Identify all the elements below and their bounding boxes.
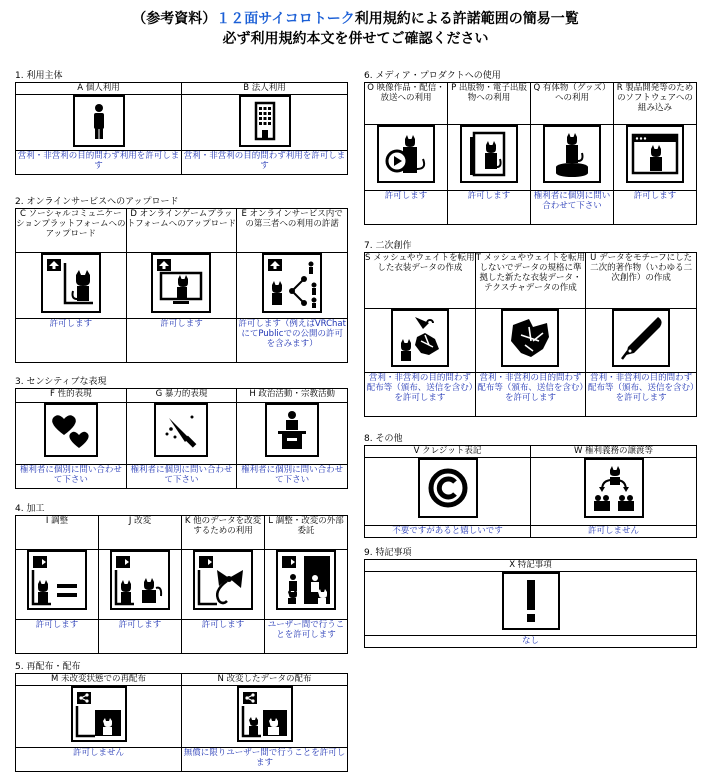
item-header: Q 有体物（グッズ）への利用 <box>531 83 614 125</box>
share-people-icon <box>262 253 322 313</box>
item-answer: 許可します <box>448 191 531 225</box>
book-icon <box>460 125 518 183</box>
item-header: L 調整・改変の外部委託 <box>265 516 348 550</box>
adjust-icon <box>27 550 87 610</box>
section-redistribution <box>15 661 348 772</box>
section-title: 4. 加工 <box>15 504 45 514</box>
item-answer: 無償に限りユーザー間で行うことを許可します <box>182 748 348 772</box>
section-online-upload <box>15 196 348 363</box>
building-icon <box>239 95 291 147</box>
item-header: W 権利義務の譲渡等 <box>531 446 697 458</box>
podium-icon <box>265 403 319 457</box>
upload-monitor-icon <box>151 253 211 313</box>
page-subtitle: 必ず利用規約本文を併せてご確認ください <box>222 31 489 47</box>
item-answer: 権利者に個別に問い合わせて下さい <box>237 465 348 489</box>
share-unmodified-icon <box>71 686 127 742</box>
section-processing <box>15 503 348 654</box>
item-answer: 権利者に個別に問い合わせて下さい <box>126 465 237 489</box>
section-usage-subject <box>15 70 348 175</box>
software-icon <box>626 125 684 183</box>
section-sensitive <box>15 376 348 489</box>
transfer-icon <box>584 458 644 518</box>
item-header: B 法人利用 <box>182 83 348 95</box>
person-icon <box>73 95 125 147</box>
item-answer: 権利者に個別に問い合わせて下さい <box>531 191 614 225</box>
item-answer: 営利・非営利の目的問わず配布等（頒布、送信を含む）を許可します <box>365 373 476 417</box>
section-title: 5. 再配布・配布 <box>15 662 81 672</box>
item-answer: 営利・非営利の目的問わず利用を許可します <box>182 151 348 175</box>
item-answer: 許可します <box>614 191 697 225</box>
item-header: C ソーシャルコミュニケーションプラットフォームへのアップロード <box>16 209 127 253</box>
cloth-icon <box>501 309 559 367</box>
item-header: T メッシュやウェイトを転用しないでデータの規格に準拠した新たな衣装データ・テクスチャデータの作成 <box>475 253 586 309</box>
figure-icon <box>543 125 601 183</box>
item-answer: ユーザー間で行うことを許可します <box>265 620 348 654</box>
item-answer: 不要ですがあると嬉しいです <box>365 526 531 538</box>
section-title: 6. メディア・プロダクトへの使用 <box>364 71 501 81</box>
video-icon <box>377 125 435 183</box>
section-title: 8. その他 <box>364 434 403 444</box>
section-media <box>364 70 697 225</box>
section-title: 9. 特記事項 <box>364 548 412 558</box>
item-header: I 調整 <box>16 516 99 550</box>
item-header: M 未改変状態での再配布 <box>16 674 182 686</box>
outsource-icon <box>276 550 336 610</box>
item-answer: 許可しません <box>16 748 182 772</box>
item-answer: 営利・非営利の目的問わず配布等（頒布、送信を含む）を許可します <box>586 373 697 417</box>
section-title: 2. オンラインサービスへのアップロード <box>15 197 179 207</box>
item-header: J 改変 <box>99 516 182 550</box>
item-header: K 他のデータを改変するための利用 <box>182 516 265 550</box>
item-answer: 許可します <box>126 319 237 363</box>
item-answer: 許可します <box>16 620 99 654</box>
item-header: O 映像作品・配信・放送への利用 <box>365 83 448 125</box>
section-special-notes <box>364 547 697 648</box>
item-answer: なし <box>365 636 697 648</box>
item-header: N 改変したデータの配布 <box>182 674 348 686</box>
knife-icon <box>154 403 208 457</box>
item-header: F 性的表現 <box>16 389 127 403</box>
modify-icon <box>110 550 170 610</box>
item-answer: 許可します（例えばVRChatにてPublicでの公開の許可を含みます） <box>237 319 348 363</box>
upload-cat-icon <box>41 253 101 313</box>
item-answer: 営利・非営利の目的問わず利用を許可します <box>16 151 182 175</box>
item-header: A 個人利用 <box>16 83 182 95</box>
item-answer: 許可します <box>99 620 182 654</box>
item-header: X 特記事項 <box>365 560 697 572</box>
item-header: E オンラインサービス内での第三者への利用の許諾 <box>237 209 348 253</box>
item-answer: 営利・非営利の目的問わず配布等（頒布、送信を含む）を許可します <box>475 373 586 417</box>
section-title: 1. 利用主体 <box>15 71 63 81</box>
pen-icon <box>612 309 670 367</box>
item-header: V クレジット表記 <box>365 446 531 458</box>
copyright-icon <box>418 458 478 518</box>
item-header: R 製品開発等のためのソフトウェアへの組み込み <box>614 83 697 125</box>
exclamation-icon <box>502 572 560 630</box>
section-title: 7. 二次創作 <box>364 241 412 251</box>
item-answer: 許可します <box>182 620 265 654</box>
item-header: D オンラインゲームプラットフォームへのアップロード <box>126 209 237 253</box>
item-answer: 権利者に個別に問い合わせて下さい <box>16 465 127 489</box>
item-answer: 許可しません <box>531 526 697 538</box>
ribbon-icon <box>193 550 253 610</box>
hearts-icon <box>44 403 98 457</box>
item-header: U データをモチーフにした二次的著作物（いわゆる二次創作）の作成 <box>586 253 697 309</box>
section-derivative <box>364 240 697 417</box>
share-modified-icon <box>237 686 293 742</box>
item-header: H 政治活動・宗教活動 <box>237 389 348 403</box>
cloth-cat-icon <box>391 309 449 367</box>
page-title: （参考資料）１２面サイコロトーク利用規約による許諾範囲の簡易一覧 <box>132 11 579 27</box>
item-answer: 許可します <box>16 319 127 363</box>
item-header: P 出版物・電子出版物への利用 <box>448 83 531 125</box>
item-header: S メッシュやウェイトを転用した衣装データの作成 <box>365 253 476 309</box>
section-title: 3. センシティブな表現 <box>15 377 107 387</box>
item-answer: 許可します <box>365 191 448 225</box>
section-other <box>364 433 697 538</box>
item-header: G 暴力的表現 <box>126 389 237 403</box>
